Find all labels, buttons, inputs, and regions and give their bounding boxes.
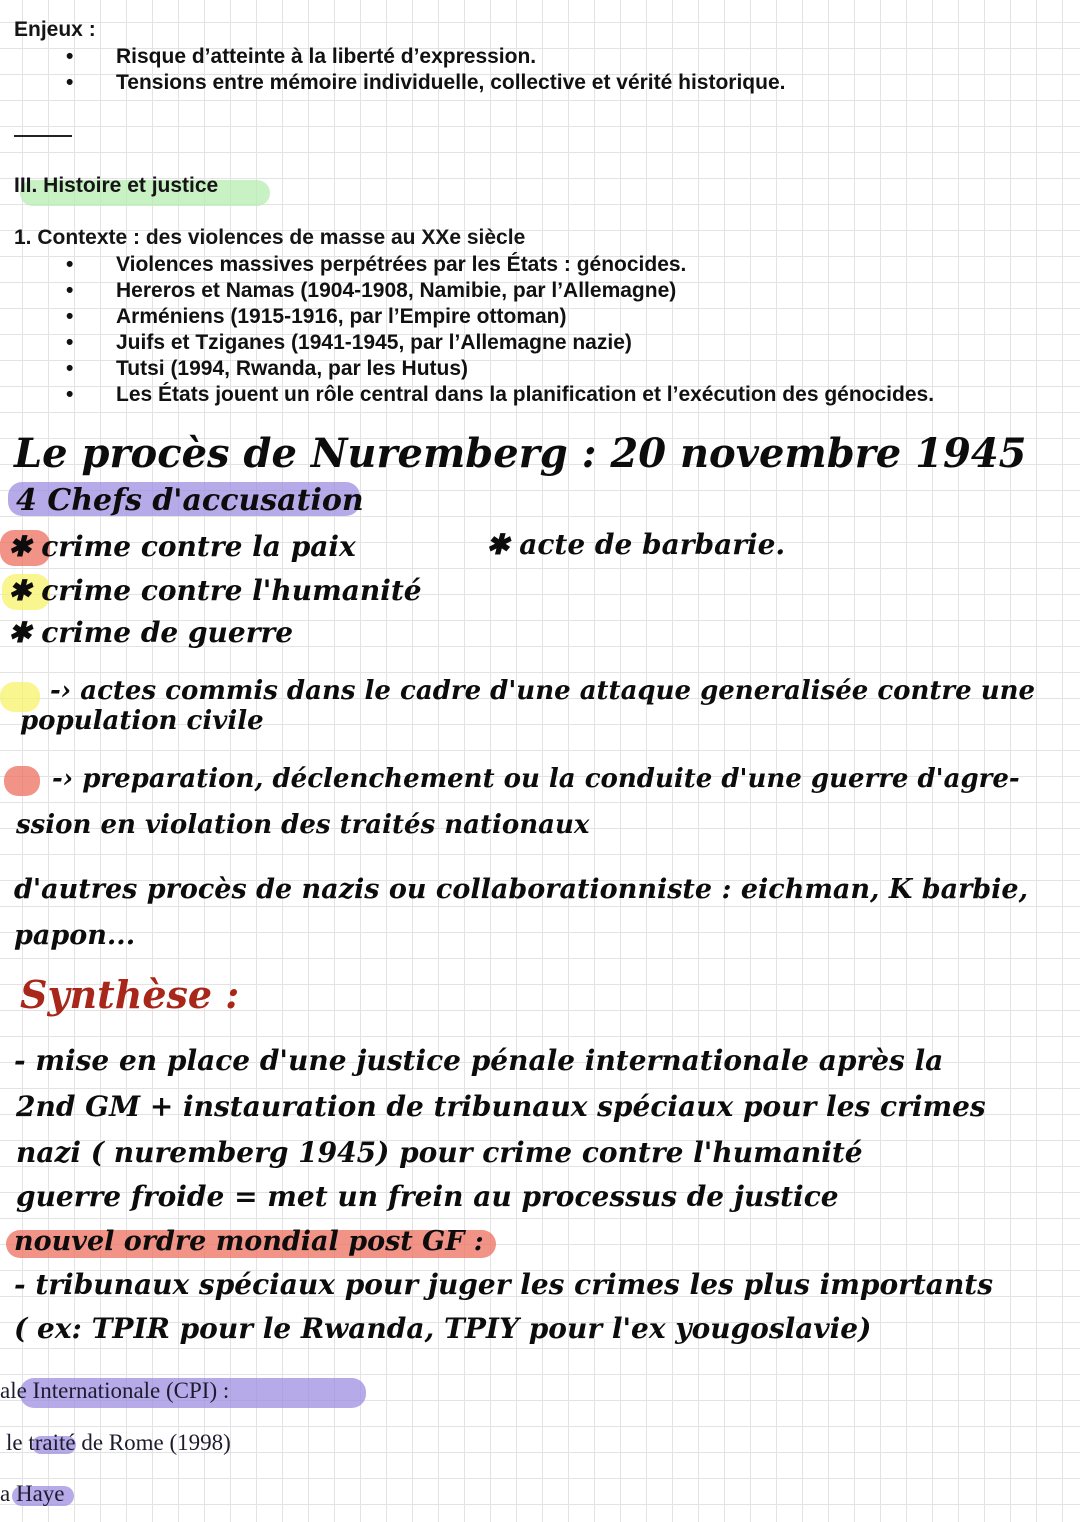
chefs-accusation: 4 Chefs d'accusation — [16, 483, 364, 518]
definition-humanite-line2: population civile — [20, 706, 264, 736]
definition-paix-line2: ssion en violation des traités nationaux — [16, 810, 590, 840]
bullet-icon: • — [66, 45, 74, 68]
haye-line: a Haye — [0, 1481, 65, 1506]
definition-paix-line1: -› preparation, déclenchement ou la conduite d'une guerre d'agre- — [52, 764, 1020, 794]
synthese-line-highlighted: nouvel ordre mondial post GF : — [14, 1226, 484, 1257]
bullet-icon: • — [66, 253, 74, 276]
bullet-icon: • — [66, 383, 74, 406]
synthese-line: ( ex: TPIR pour le Rwanda, TPIY pour l'ex yougoslavie) — [14, 1312, 872, 1345]
subsection-title: 1. Contexte : des violences de masse au XXe siècle — [14, 226, 526, 249]
definition-humanite-line1: -› actes commis dans le cadre d'une attaque generalisée contre une — [50, 676, 1036, 706]
traite-line: le traité de Rome (1998) — [6, 1430, 231, 1455]
synthese-line: nazi ( nuremberg 1945) pour crime contre l'humanité — [16, 1136, 863, 1169]
bullet-icon: • — [66, 305, 74, 328]
autres-proces-line1: d'autres procès de nazis ou collaborationniste : eichman, K barbie, — [14, 874, 1029, 905]
crime-paix: ✱ crime contre la paix — [8, 530, 356, 563]
cpi-line: ale Internationale (CPI) : — [0, 1378, 230, 1403]
bullet-icon: • — [66, 71, 74, 94]
enjeux-heading: Enjeux : — [14, 18, 96, 41]
synthese-line: 2nd GM + instauration de tribunaux spéciaux pour les crimes — [16, 1090, 986, 1123]
crime-guerre: ✱ crime de guerre — [8, 616, 294, 649]
synthese-line: guerre froide = met un frein au processus de justice — [16, 1180, 839, 1213]
bullet-icon: • — [66, 357, 74, 380]
red-highlight-dot-def — [4, 766, 40, 796]
bullet-icon: • — [66, 279, 74, 302]
acte-barbarie: ✱ acte de barbarie. — [486, 528, 786, 561]
synthese-title: Synthèse : — [20, 972, 240, 1017]
autres-proces-line2: papon... — [14, 920, 136, 951]
synthese-line: - mise en place d'une justice pénale internationale après la — [14, 1044, 944, 1077]
section-title: III. Histoire et justice — [14, 174, 219, 197]
bullet-icon: • — [66, 331, 74, 354]
crime-humanite: ✱ crime contre l'humanité — [8, 574, 422, 607]
section-divider — [14, 135, 72, 137]
synthese-line: - tribunaux spéciaux pour juger les crimes les plus importants — [14, 1268, 994, 1301]
nuremberg-title: Le procès de Nuremberg : 20 novembre 1945 — [14, 430, 1027, 477]
